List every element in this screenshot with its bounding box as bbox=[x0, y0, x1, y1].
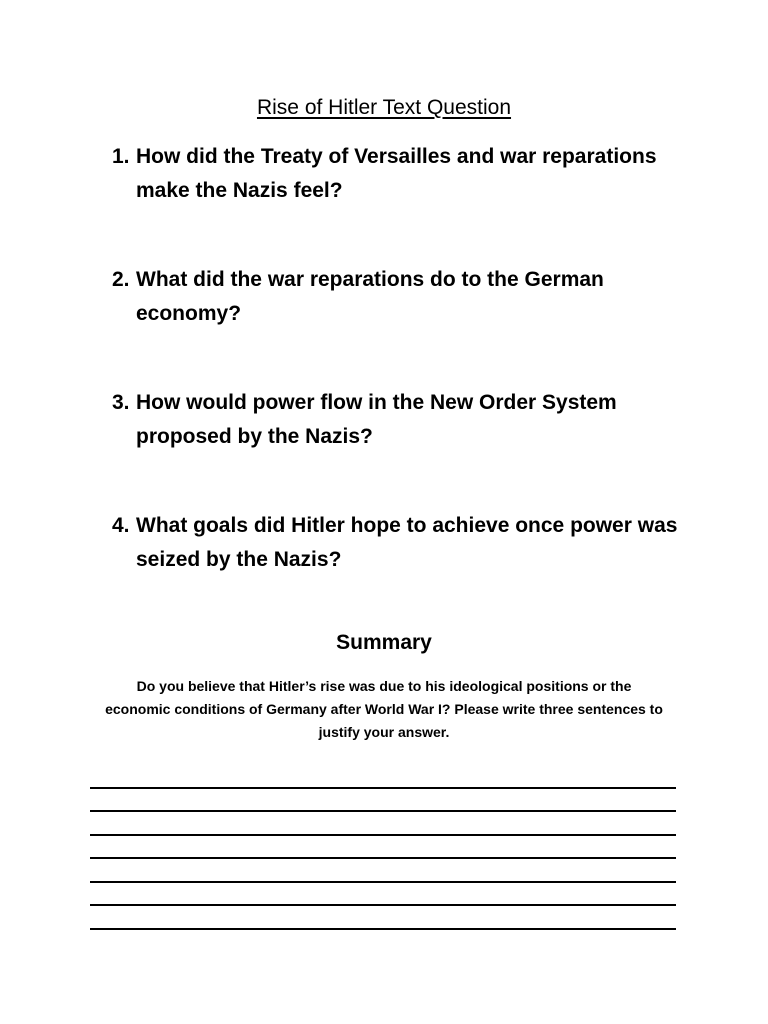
answer-line bbox=[90, 789, 676, 813]
summary-heading: Summary bbox=[336, 631, 432, 654]
answer-line bbox=[90, 906, 676, 930]
answer-line bbox=[90, 765, 676, 789]
answer-line bbox=[90, 812, 676, 836]
question-number: 2. bbox=[112, 268, 130, 291]
question-item bbox=[112, 140, 692, 208]
answer-line bbox=[90, 859, 676, 883]
worksheet-title: Rise of Hitler Text Question bbox=[256, 96, 512, 119]
answer-lines bbox=[90, 765, 676, 930]
question-number: 3. bbox=[112, 391, 130, 414]
question-number: 4. bbox=[112, 514, 130, 537]
summary-prompt: Do you believe that Hitler’s rise was due to his ideological positions or the economic conditions of Germany after World War I? Please write three sentences to justify your answer. bbox=[105, 678, 663, 740]
question-item bbox=[112, 263, 692, 331]
question-item bbox=[112, 386, 692, 454]
answer-line bbox=[90, 883, 676, 907]
question-text: What goals did Hitler hope to achieve once power was seized by the Nazis? bbox=[136, 514, 678, 571]
answer-line bbox=[90, 836, 676, 860]
question-list bbox=[112, 140, 692, 632]
question-number: 1. bbox=[112, 145, 130, 168]
question-item bbox=[112, 509, 692, 577]
question-text: How would power flow in the New Order System proposed by the Nazis? bbox=[136, 391, 617, 448]
question-text: How did the Treaty of Versailles and war reparations make the Nazis feel? bbox=[136, 145, 657, 202]
question-text: What did the war reparations do to the German economy? bbox=[136, 268, 604, 325]
